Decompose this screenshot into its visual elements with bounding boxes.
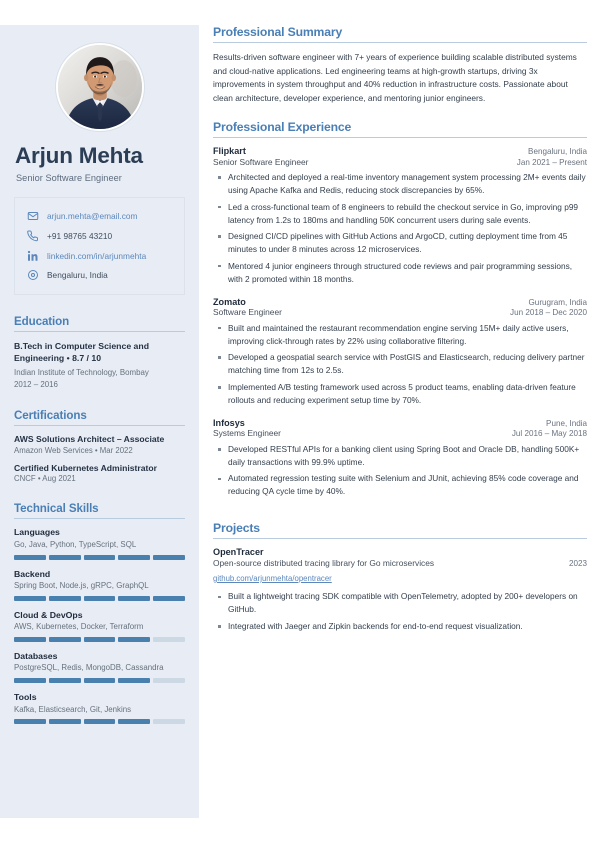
education-years: 2012 – 2016 xyxy=(14,379,58,389)
projects-heading: Projects xyxy=(213,521,260,536)
skill-level-segment xyxy=(84,555,116,560)
experience-dates: Jun 2018 – Dec 2020 xyxy=(510,308,587,318)
spacer xyxy=(13,491,186,502)
skill-level-segment xyxy=(84,596,116,601)
experience-subheader xyxy=(213,307,587,317)
phone-icon xyxy=(26,230,39,243)
project-description: Open-source distributed tracing library for Go microservices xyxy=(213,557,435,568)
skill-group-name: Cloud & DevOps xyxy=(14,609,83,620)
bullet-item: Designed CI/CD pipelines with GitHub Actions and ArgoCD, cutting deployment time from 45 minutes to under 8 minutes across 12 microservices. xyxy=(213,230,587,256)
contact-item-linkedin[interactable] xyxy=(24,246,175,266)
experience-location: Bengaluru, India xyxy=(528,147,587,157)
skill-level-segment xyxy=(153,719,185,724)
contact-card xyxy=(14,197,185,295)
bullet-item: Led a cross-functional team of 8 engineers to rebuild the checkout service in Go, improving p99 latency from 1.2s to 180ms and handling 50K concurrent users during sale events. xyxy=(213,201,587,227)
spacer xyxy=(13,390,186,409)
experience-location: Pune, India xyxy=(546,418,587,428)
skill-level-bar xyxy=(14,637,185,642)
experience-dates: Jul 2016 – May 2018 xyxy=(511,429,587,439)
skill-group-items: PostgreSQL, Redis, MongoDB, Cassandra xyxy=(14,663,164,673)
skill-level-bar xyxy=(14,719,185,724)
professional-experience-heading: Professional Experience xyxy=(213,120,352,135)
profile-photo-wrapper xyxy=(13,43,186,131)
contact-phone-text: +91 98765 43210 xyxy=(47,231,113,242)
bullet-item: Built and maintained the restaurant recommendation engine serving 15M+ daily active users, improving click-through rates by 22% using collaborative filtering. xyxy=(213,322,587,348)
experience-bullets xyxy=(213,443,587,499)
bullet-item: Built a lightweight tracing SDK compatible with OpenTelemetry, adopted by 200+ developers on GitHub. xyxy=(213,590,587,616)
education-school: Indian Institute of Technology, Bombay xyxy=(14,367,149,377)
certification-title: Certified Kubernetes Administrator xyxy=(14,462,157,473)
skill-level-segment xyxy=(118,555,150,560)
experience-entry xyxy=(213,418,587,499)
project-subheader xyxy=(213,558,587,568)
project-header xyxy=(213,547,587,557)
candidate-headline: Senior Software Engineer xyxy=(16,172,122,183)
bullet-item: Automated regression testing suite with Selenium and JUnit, achieving 85% code coverage and reducing QA cycle time by 40%. xyxy=(213,472,587,498)
skill-level-segment xyxy=(14,596,46,601)
certification-issuer: Amazon Web Services • Mar 2022 xyxy=(14,445,133,455)
project-link[interactable]: github.com/arjunmehta/opentracer xyxy=(213,573,332,583)
skill-level-segment xyxy=(49,555,81,560)
experience-company: Zomato xyxy=(213,296,246,307)
project-entry xyxy=(213,547,587,633)
bullet-item: Developed a geospatial search service with PostGIS and Elasticsearch, reducing delivery partner matching time from 12s to 2.5s. xyxy=(213,351,587,377)
project-bullets xyxy=(213,590,587,633)
candidate-name: Arjun Mehta xyxy=(15,143,143,168)
professional-summary-heading: Professional Summary xyxy=(213,25,343,39)
education-degree: B.Tech in Computer Science and Engineering • 8.7 / 10 xyxy=(14,341,150,364)
experience-header xyxy=(213,418,587,428)
linkedin-icon xyxy=(26,249,39,262)
skill-level-segment xyxy=(14,678,46,683)
technical-skills-rule xyxy=(14,518,185,519)
certification-title: AWS Solutions Architect – Associate xyxy=(14,434,165,445)
experience-bullets xyxy=(213,322,587,407)
experience-title: Senior Software Engineer xyxy=(213,156,309,167)
skill-group xyxy=(13,569,186,601)
profile-photo xyxy=(56,43,144,131)
skill-group-items: Go, Java, Python, TypeScript, SQL xyxy=(14,539,137,549)
skill-group-name: Tools xyxy=(14,692,37,703)
contact-item-phone[interactable] xyxy=(24,226,175,246)
sidebar xyxy=(0,25,199,818)
skill-level-segment xyxy=(118,719,150,724)
skill-level-segment xyxy=(49,637,81,642)
experience-dates: Jan 2021 – Present xyxy=(516,157,587,167)
skill-group-name: Languages xyxy=(14,527,60,538)
skill-level-segment xyxy=(49,678,81,683)
skill-group xyxy=(13,610,186,642)
skill-level-segment xyxy=(14,719,46,724)
skill-level-segment xyxy=(153,596,185,601)
experience-subheader xyxy=(213,428,587,438)
experience-company: Flipkart xyxy=(213,146,246,157)
skill-group-name: Databases xyxy=(14,650,58,661)
skill-group-name: Backend xyxy=(14,568,51,579)
skill-level-segment xyxy=(118,678,150,683)
main-content xyxy=(213,25,587,636)
skill-level-segment xyxy=(84,678,116,683)
professional-summary-text: Results-driven software engineer with 7+ years of experience building scalable distributed systems and cloud-native applications. Led engineering teams at high-growth startups, driving 3x improvements in system throughput and 40% reduction in infrastructure costs. Passionate about clean architecture, developer experience, and mentoring junior engineers. xyxy=(213,52,577,103)
contact-email-text: arjun.mehta@email.com xyxy=(47,211,138,222)
experience-location: Gurugram, India xyxy=(528,297,587,307)
email-icon xyxy=(26,210,39,223)
skill-group xyxy=(13,651,186,683)
skill-level-bar xyxy=(14,678,185,683)
contact-location-text: Bengaluru, India xyxy=(47,270,108,281)
contact-item-location xyxy=(24,265,175,285)
experience-header xyxy=(213,146,587,156)
skill-level-segment xyxy=(49,596,81,601)
spacer xyxy=(213,509,587,521)
certifications-rule xyxy=(14,425,185,426)
skill-level-segment xyxy=(14,637,46,642)
bullet-item: Integrated with Jaeger and Zipkin backends for end-to-end request visualization. xyxy=(213,620,587,633)
certifications-heading: Certifications xyxy=(14,409,87,423)
education-heading: Education xyxy=(14,315,70,328)
experience-title: Systems Engineer xyxy=(213,428,281,439)
projects-rule xyxy=(213,538,587,539)
certification-item xyxy=(13,434,186,455)
bullet-item: Developed RESTful APIs for a banking client using Spring Boot and Oracle DB, handling 500K+ daily transactions with 99.9% uptime. xyxy=(213,443,587,469)
experience-company: Infosys xyxy=(213,417,245,428)
experience-entry xyxy=(213,297,587,407)
skill-level-segment xyxy=(14,555,46,560)
skill-level-segment xyxy=(118,637,150,642)
experience-header xyxy=(213,297,587,307)
project-name: OpenTracer xyxy=(213,547,264,558)
skill-level-bar xyxy=(14,555,185,560)
education-rule xyxy=(14,331,185,332)
skill-level-segment xyxy=(118,596,150,601)
contact-item-email[interactable] xyxy=(24,207,175,227)
certification-item xyxy=(13,463,186,484)
education-entry xyxy=(13,340,186,390)
skill-level-segment xyxy=(153,637,185,642)
skill-level-segment xyxy=(84,719,116,724)
experience-entry xyxy=(213,146,587,286)
skill-group-items: AWS, Kubernetes, Docker, Terraform xyxy=(14,622,144,632)
technical-skills-heading: Technical Skills xyxy=(14,502,99,516)
project-year: 2023 xyxy=(568,558,587,568)
skill-group-items: Spring Boot, Node.js, gRPC, GraphQL xyxy=(14,581,149,591)
bullet-item: Implemented A/B testing framework used across 5 product teams, enabling data-driven feature rollouts and reducing experiment setup time by 70%. xyxy=(213,381,587,407)
skill-group xyxy=(13,692,186,724)
experience-title: Software Engineer xyxy=(213,307,282,318)
professional-summary-rule xyxy=(213,42,587,43)
certification-issuer: CNCF • Aug 2021 xyxy=(14,474,76,484)
skill-group xyxy=(13,527,186,559)
bullet-item: Mentored 4 junior engineers through structured code reviews and pair programming sessions, with 2 promoted within 18 months. xyxy=(213,260,587,286)
professional-experience-rule xyxy=(213,137,587,138)
skill-level-segment xyxy=(153,555,185,560)
experience-subheader xyxy=(213,157,587,167)
skill-level-bar xyxy=(14,596,185,601)
location-icon xyxy=(26,269,39,282)
skill-group-items: Kafka, Elasticsearch, Git, Jenkins xyxy=(14,704,132,714)
experience-bullets xyxy=(213,171,587,286)
skill-level-segment xyxy=(84,637,116,642)
contact-linkedin-text: linkedin.com/in/arjunmehta xyxy=(47,250,147,261)
skill-level-segment xyxy=(49,719,81,724)
bullet-item: Architected and deployed a real-time inventory management system processing 2M+ events daily using Apache Kafka and Redis, reducing stock discrepancies by 65%. xyxy=(213,171,587,197)
skill-level-segment xyxy=(153,678,185,683)
